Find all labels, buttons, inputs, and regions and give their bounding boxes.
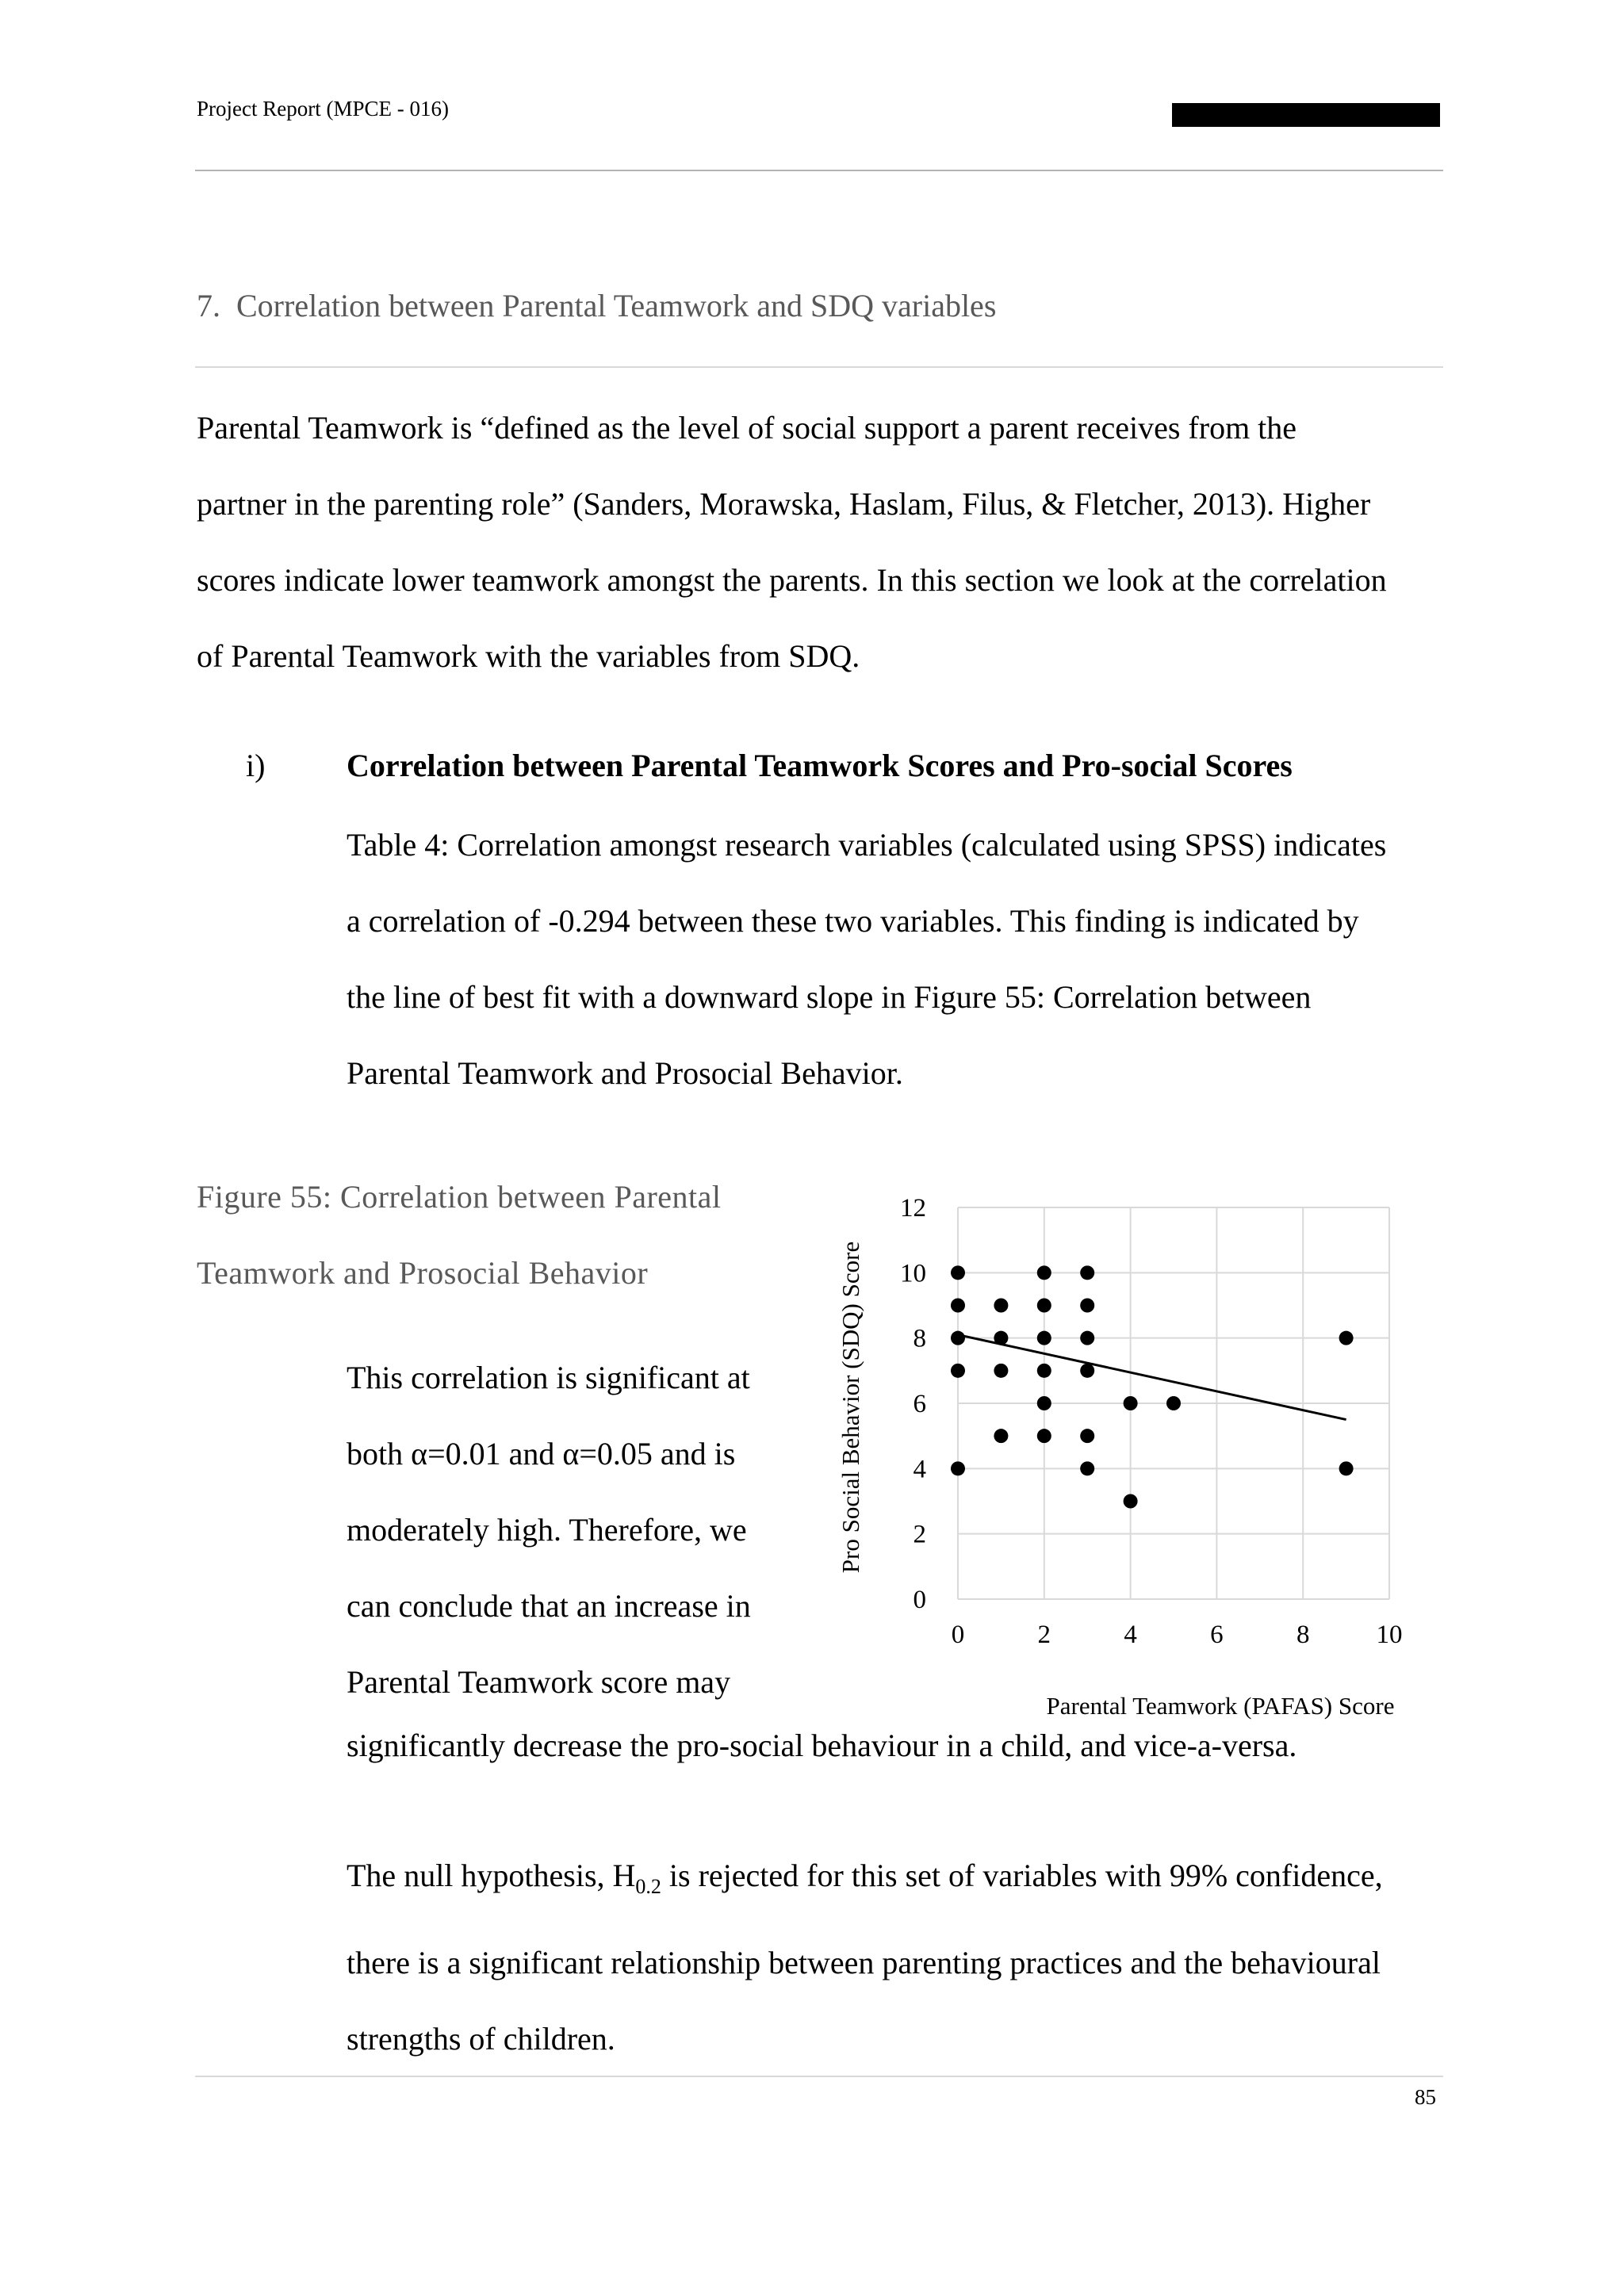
null-line: there is a significant relationship between parenting practices and the behavioural — [347, 1945, 1381, 1980]
x-tick-label: 10 — [1376, 1621, 1403, 1649]
significance-line: can conclude that an increase in — [347, 1588, 751, 1624]
data-point — [1339, 1331, 1354, 1345]
y-tick-label: 4 — [913, 1455, 926, 1484]
data-point — [1080, 1429, 1094, 1443]
redacted-block — [1172, 103, 1440, 127]
null-subscript: 0.2 — [635, 1875, 661, 1898]
header-title: Project Report (MPCE - 016) — [197, 97, 449, 121]
subsection-body — [347, 807, 1449, 1112]
trendline — [958, 1335, 1346, 1420]
data-point — [1080, 1265, 1094, 1280]
data-point — [994, 1331, 1008, 1345]
data-point — [1037, 1265, 1051, 1280]
data-point — [1124, 1494, 1138, 1509]
data-point — [1080, 1461, 1094, 1475]
null-line: strengths of children. — [347, 2021, 615, 2057]
subsection-marker: i) — [246, 748, 266, 783]
intro-line: scores indicate lower teamwork amongst the parents. In this section we look at the correlation — [197, 562, 1387, 598]
x-tick-label: 0 — [951, 1621, 965, 1649]
y-axis-label: Pro Social Behavior (SDQ) Score — [837, 1241, 864, 1574]
trendline-group — [958, 1335, 1346, 1420]
subsection-heading: Correlation between Parental Teamwork Scores and Pro-social Scores — [347, 748, 1293, 783]
y-tick-label: 6 — [913, 1390, 926, 1418]
data-point — [1080, 1299, 1094, 1313]
figure-caption — [197, 1159, 815, 1311]
data-point — [1166, 1396, 1181, 1410]
data-point — [1037, 1396, 1051, 1410]
body-line: Parental Teamwork and Prosocial Behavior. — [347, 1055, 903, 1091]
intro-paragraph — [197, 390, 1450, 695]
x-tick-labels — [952, 1621, 1403, 1649]
significance-line: both α=0.01 and α=0.05 and is — [347, 1436, 736, 1471]
caption-line: Teamwork and Prosocial Behavior — [197, 1255, 649, 1291]
scatter-chart — [825, 1181, 1443, 1728]
intro-line: of Parental Teamwork with the variables from SDQ. — [197, 638, 860, 674]
section-divider — [195, 366, 1443, 368]
intro-line: Parental Teamwork is “defined as the level of social support a parent receives from the — [197, 410, 1297, 446]
significance-line: moderately high. Therefore, we — [347, 1512, 747, 1548]
x-axis-label: Parental Teamwork (PAFAS) Score — [1046, 1692, 1395, 1720]
y-tick-label: 8 — [913, 1324, 926, 1353]
significance-continuation: significantly decrease the pro-social behaviour in a child, and vice-a-versa. — [347, 1728, 1297, 1763]
data-point — [1037, 1429, 1051, 1443]
data-point — [951, 1364, 965, 1378]
body-line: the line of best fit with a downward slope in Figure 55: Correlation between — [347, 979, 1312, 1015]
y-tick-label: 0 — [913, 1586, 926, 1614]
null-hypothesis-paragraph — [347, 1838, 1457, 2077]
intro-line: partner in the parenting role” (Sanders, Morawska, Haslam, Filus, & Fletcher, 2013). Higher — [197, 486, 1371, 522]
data-point — [1124, 1396, 1138, 1410]
caption-line: Figure 55: Correlation between Parental — [197, 1179, 722, 1215]
significance-paragraph — [347, 1340, 791, 1720]
y-tick-labels — [900, 1194, 926, 1614]
section-heading: 7. Correlation between Parental Teamwork and SDQ variables — [197, 288, 997, 323]
data-point — [1037, 1331, 1051, 1345]
x-tick-label: 2 — [1037, 1621, 1051, 1649]
y-tick-label: 10 — [900, 1259, 926, 1288]
x-tick-label: 4 — [1124, 1621, 1137, 1649]
y-tick-label: 2 — [913, 1520, 926, 1549]
data-point — [1037, 1364, 1051, 1378]
data-point — [951, 1461, 965, 1475]
body-line: a correlation of -0.294 between these two variables. This finding is indicated by — [347, 903, 1359, 939]
significance-line: Parental Teamwork score may — [347, 1664, 731, 1700]
data-points — [951, 1265, 1354, 1508]
footer-divider — [195, 2076, 1443, 2077]
significance-line: This correlation is significant at — [347, 1360, 750, 1395]
data-point — [994, 1364, 1008, 1378]
data-point — [951, 1331, 965, 1345]
null-line-start: The null hypothesis, H — [347, 1858, 636, 1893]
y-tick-label: 12 — [900, 1194, 926, 1223]
data-point — [1037, 1299, 1051, 1313]
body-line: Table 4: Correlation amongst research variables (calculated using SPSS) indicates — [347, 827, 1387, 863]
data-point — [1080, 1331, 1094, 1345]
header-divider — [195, 170, 1443, 171]
data-point — [951, 1265, 965, 1280]
null-line-end: is rejected for this set of variables with 99% confidence, — [661, 1858, 1383, 1893]
x-tick-label: 6 — [1210, 1621, 1224, 1649]
page-number: 85 — [1415, 2085, 1436, 2109]
data-point — [994, 1299, 1008, 1313]
data-point — [951, 1299, 965, 1313]
data-point — [1080, 1364, 1094, 1378]
data-point — [1339, 1461, 1354, 1475]
x-tick-label: 8 — [1296, 1621, 1310, 1649]
data-point — [994, 1429, 1008, 1443]
